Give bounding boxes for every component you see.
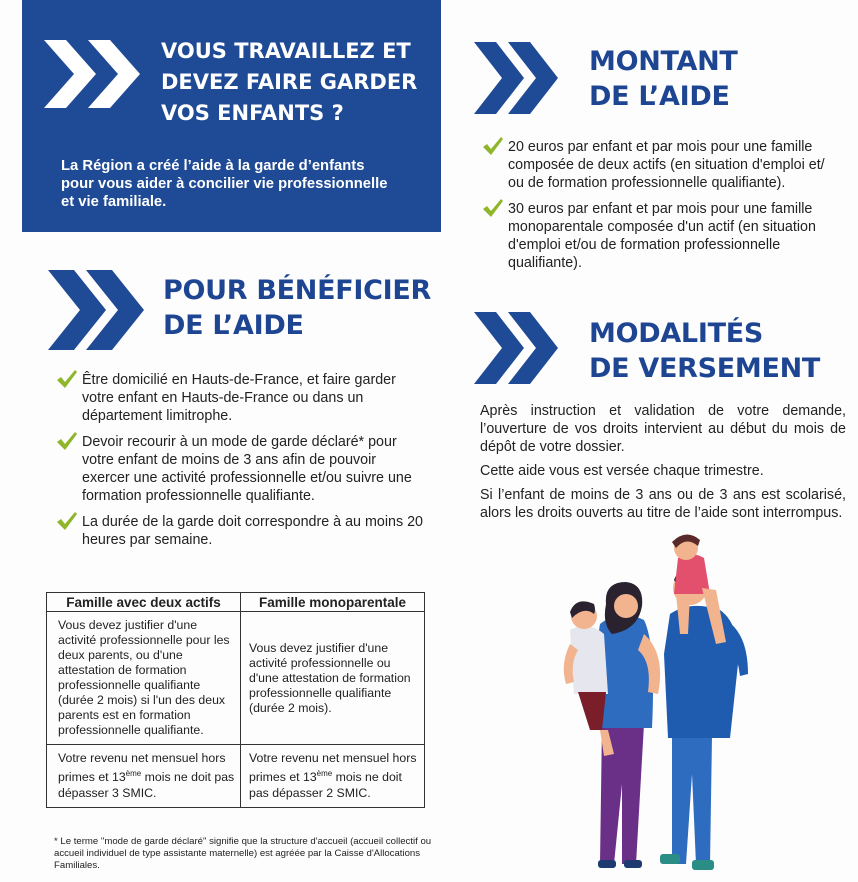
eligibility-table bbox=[46, 592, 425, 808]
versement-text bbox=[480, 402, 846, 528]
double-chevron-icon bbox=[44, 40, 148, 108]
paragraph: Si l’enfant de moins de 3 ans ou de 3 ans est scolarisé, alors les droits ouverts au titre de l’aide sont interrompus. bbox=[480, 487, 846, 521]
table-cell: Vous devez justifier d'une activité professionnelle pour les deux parents, ou d'une attestation de formation professionnelle qualifiante (durée 2 mois) si l'un des deux parents est en formation professionnelle qualifiante. bbox=[47, 612, 241, 745]
list-item: Devoir recourir à un mode de garde déclaré* pour votre enfant de moins de 3 ans afin de pouvoir exercer une activité professionnelle et/ou suivre une formation professionnelle qualifiante. bbox=[56, 433, 426, 505]
table-cell: Vous devez justifier d'une activité professionnelle ou d'une attestation de formation professionnelle qualifiante (durée 2 mois). bbox=[241, 612, 425, 745]
footnote: * Le terme "mode de garde déclaré" signifie que la structure d'accueil (accueil collectif ou accueil individuel de type assistante maternelle) est agréée par la Caisse d'Allocations Familiales. bbox=[54, 836, 432, 871]
table-cell: Votre revenu net mensuel hors primes et 13ème mois ne doit pas dépasser 2 SMIC. bbox=[241, 745, 425, 808]
checkmark-icon bbox=[482, 198, 504, 218]
versement-heading: MODALITÉS DE VERSEMENT bbox=[589, 318, 821, 384]
beneficier-list bbox=[56, 371, 426, 557]
table-header: Famille monoparentale bbox=[241, 593, 425, 612]
family-illustration bbox=[540, 524, 790, 880]
list-item: 20 euros par enfant et par mois pour une famille composée de deux actifs (en situation d'emploi et/ ou de formation professionnelle qualifiante). bbox=[482, 138, 834, 192]
table-header: Famille avec deux actifs bbox=[47, 593, 241, 612]
double-chevron-icon bbox=[48, 270, 144, 350]
banner-title: VOUS TRAVAILLEZ ET DEVEZ FAIRE GARDER VOS ENFANTS ? bbox=[161, 39, 418, 125]
checkmark-icon bbox=[56, 431, 78, 451]
beneficier-heading: POUR BÉNÉFICIER DE L’AIDE bbox=[163, 275, 432, 341]
list-item: 30 euros par enfant et par mois pour une famille monoparentale composée d'un actif (en situation d'emploi et/ou de formation professionnelle qualifiante). bbox=[482, 200, 834, 272]
checkmark-icon bbox=[56, 369, 78, 389]
table-cell: Votre revenu net mensuel hors primes et 13ème mois ne doit pas dépasser 3 SMIC. bbox=[47, 745, 241, 808]
list-item: La durée de la garde doit correspondre à au moins 20 heures par semaine. bbox=[56, 513, 426, 549]
checkmark-icon bbox=[56, 511, 78, 531]
table-row bbox=[47, 745, 425, 808]
checkmark-icon bbox=[482, 136, 504, 156]
banner-subtitle: La Région a créé l’aide à la garde d’enfants pour vous aider à concilier vie professionnelle et vie familiale. bbox=[61, 158, 388, 210]
intro-banner bbox=[22, 0, 441, 232]
montant-heading: MONTANT DE L’AIDE bbox=[589, 46, 738, 112]
paragraph: Cette aide vous est versée chaque trimestre. bbox=[480, 463, 764, 479]
double-chevron-icon bbox=[474, 42, 558, 114]
table-row bbox=[47, 612, 425, 745]
montant-list bbox=[482, 138, 834, 280]
paragraph: Après instruction et validation de votre demande, l’ouverture de vos droits intervient au début du mois de dépôt de votre dossier. bbox=[480, 403, 846, 455]
double-chevron-icon bbox=[474, 312, 558, 384]
list-item: Être domicilié en Hauts-de-France, et faire garder votre enfant en Hauts-de-France ou dans un département limitrophe. bbox=[56, 371, 426, 425]
